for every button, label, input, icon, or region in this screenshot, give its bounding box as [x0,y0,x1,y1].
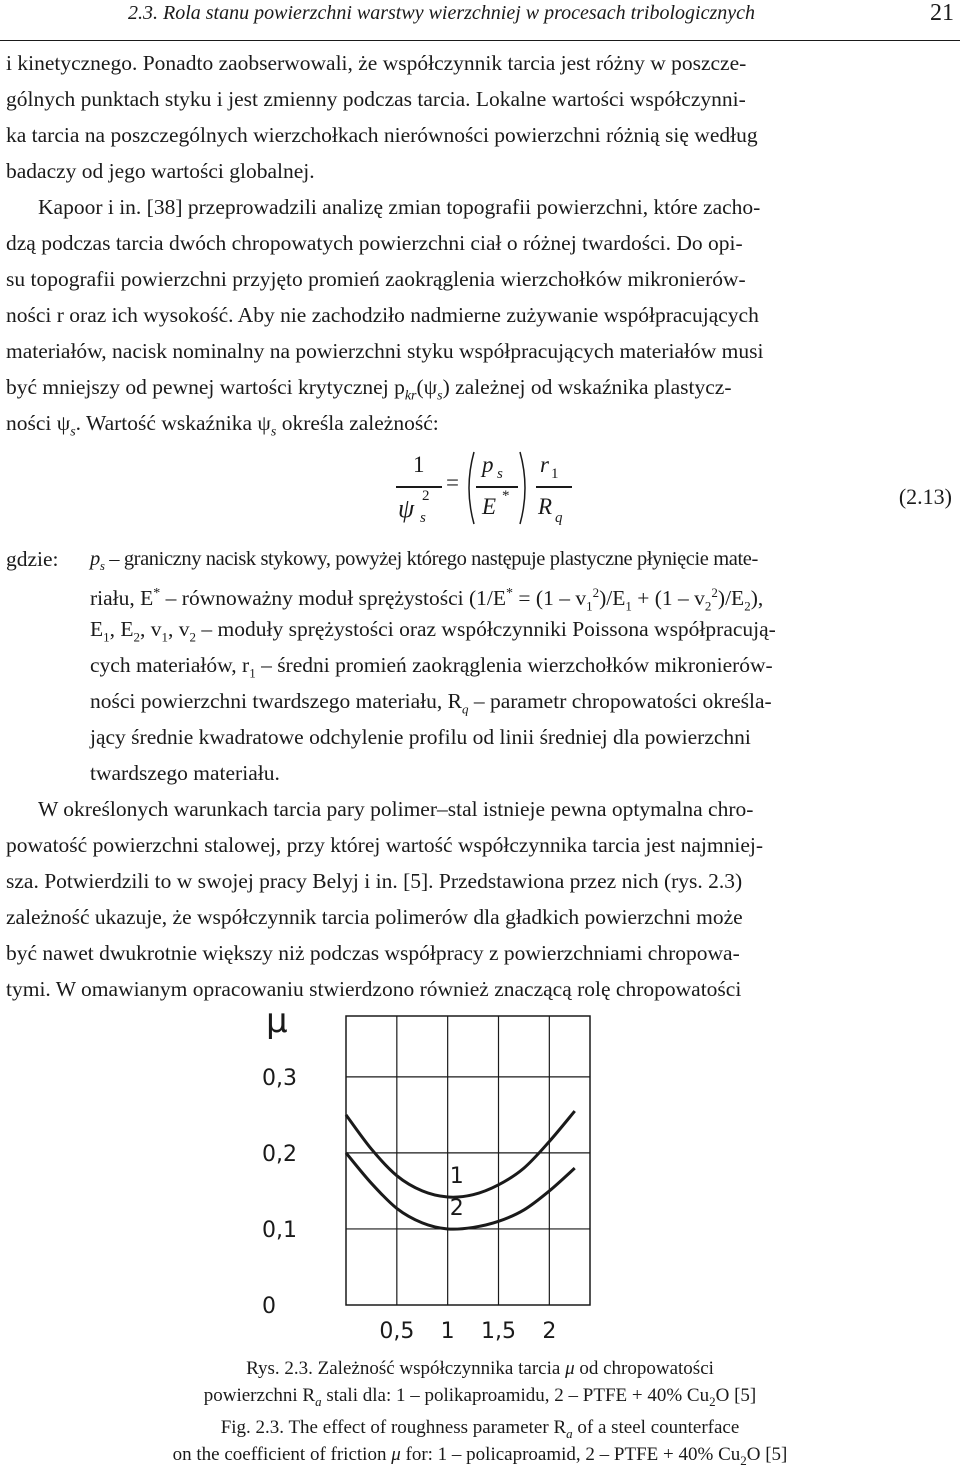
subscript: 1 [161,629,169,645]
y-tick-label: 0,2 [262,1141,297,1167]
body-line: zależność ukazuje, że współczynnik tarcia polimerów dla gładkich powierzchni może [6,905,743,929]
body-line: być nawet dwukrotnie większy niż podczas współpracy z powierzchniami chropowa- [6,941,740,965]
text-run: – moduły sprężystości oraz współczynniki Poissona współpracują- [196,617,776,641]
body-line: i kinetycznego. Ponadto zaobserwowali, że współczynnik tarcia jest różny w poszcze- [6,51,747,75]
subscript: 2 [740,1452,747,1468]
body-line: su topografii powierzchni przyjęto promień zaokrąglenia wierzchołków mikronierów- [6,267,746,291]
subscript: s [437,388,443,404]
y-tick-label: 0 [262,1294,276,1319]
body-line: badaczy od jego wartości globalnej. [6,159,315,183]
text-run: ) zależnej od wskaźnika plastycz- [442,375,732,399]
text-run: od chropowatości [574,1358,714,1379]
y-tick-label: 0,1 [262,1217,297,1243]
subscript: s [99,558,105,574]
subscript: s [70,424,76,440]
text-run: – graniczny nacisk stykowy, powyżej którego następuje plastyczne płynięcie mate- [104,548,758,570]
body-line: ka tarcia na poszczególnych wierzchołkach nierówności powierzchni różnią się według [6,123,758,147]
caption-pl-line1 [0,1357,960,1381]
text-run: , E [109,617,134,641]
text-run: cych materiałów, r [90,653,250,677]
text-run: (ψ [416,375,438,399]
page-number: 21 [930,0,954,26]
formula-frac1-den-sup: * [502,488,510,504]
superscript: * [153,586,161,601]
caption-pl-line2 [0,1384,960,1414]
formula-equals: = [446,470,459,495]
text-run: , v [168,617,190,641]
superscript: 2 [711,585,718,600]
text-run: . Wartość wskaźnika ψ [75,411,271,435]
subscript: 2 [704,598,712,614]
subscript: 1 [249,665,256,681]
subscript: kr [404,388,417,404]
symbol: p [90,548,100,570]
body-line: materiałów, nacisk nominalny na powierzchni styku współpracujących materiałów musi [6,339,764,363]
formula-frac2-den-sub: q [555,510,563,526]
chart-labels [262,1001,556,1344]
text-run: Fig. 2.3. The effect of roughness parameter R [220,1417,567,1438]
running-title: 2.3. Rola stanu powierzchni warstwy wierzchniej w procesach tribologicznych [128,2,755,24]
definitions-lead: gdzie: [6,547,59,571]
subscript: 1 [103,629,110,645]
text-run: – parametr chropowatości określa- [468,689,772,713]
formula-frac2-den: R [538,494,553,519]
body-line: powatość powierzchni stalowej, przy której wartość współczynnika tarcia jest najmniej- [6,833,764,857]
text-run: = (1 – v [513,586,587,611]
equation-number: (2.13) [898,484,952,509]
text-run: ), [750,586,764,611]
subscript: 2 [133,629,141,645]
text-run: ności powierzchni twardszego materiału, R [90,689,462,713]
subscript: a [566,1425,573,1441]
y-axis-label: μ [266,1001,288,1041]
formula-frac1-num: p [482,452,494,477]
formula-lhs-denominator: ψ [398,494,415,523]
body-line: sza. Potwierdzili to w swojej pracy Belyj i in. [5]. Przedstawiona przez nich (rys. 2.3) [6,869,743,893]
subscript: s [270,424,277,440]
text-run: E [90,617,104,641]
body-line: gólnych punktach styku i jest zmienny podczas tarcia. Lokalne wartości współczynni- [6,87,746,111]
definition-line: twardszego materiału. [90,761,280,785]
formula-lhs-numerator: 1 [413,452,425,477]
text-run: Rys. 2.3. Zależność współczynnika tarcia [246,1358,566,1379]
definition-line: jący średnie kwadratowe odchylenie profilu od linii średniej dla powierzchni [90,725,751,749]
subscript: 2 [709,1393,716,1409]
body-line: tymi. W omawianym opracowaniu stwierdzono również znaczącą rolę chropowatości [6,977,742,1001]
subscript: 2 [189,629,197,645]
text-run: , v [140,617,162,641]
text-run: – równoważny moduł sprężystości (1/E [160,586,507,611]
body-line: dzą podczas tarcia dwóch chropowatych powierzchni ciał o różnej twardości. Do opi- [6,231,743,255]
formula-frac2-num-sub: 1 [551,466,559,482]
text-run: of a steel counterface [572,1417,740,1438]
text-run: O [5] [715,1385,757,1406]
text-run: riału, E [90,586,154,611]
series-label-2: 2 [449,1195,464,1221]
formula-lhs-den-sup: 2 [422,488,430,504]
superscript: * [506,586,514,601]
series-label-1: 1 [449,1164,464,1190]
formula-lhs-den-sub: s [420,510,426,526]
caption-en-line2 [0,1443,960,1473]
subscript: 1 [586,598,593,614]
symbol: μ [391,1444,401,1465]
text-run: )/E [599,586,626,611]
formula-frac1-num-sub: s [497,466,503,482]
text-run: )/E [717,586,745,611]
subscript: 1 [625,598,632,614]
subscript: 2 [744,598,751,614]
text-run: ności ψ [6,411,71,435]
x-tick-label: 2 [542,1319,557,1344]
x-tick-label: 1 [440,1319,455,1344]
text-run: + (1 – v [631,586,705,611]
text-run: – średni promień zaokrąglenia wierzchołków mikronierów- [255,653,773,677]
superscript: 2 [592,585,600,600]
formula-frac1-den: E [482,494,497,519]
body-line: ności r oraz ich wysokość. Aby nie zachodziło nadmierne zużywanie współpracujących [6,303,759,327]
body-line: W określonych warunkach tarcia pary polimer–stal istnieje pewna optymalna chro- [38,797,754,821]
x-tick-label: 0,5 [379,1319,415,1344]
text-run: powierzchni R [203,1385,316,1406]
symbol: μ [565,1358,575,1379]
text-run: O [5] [746,1444,788,1465]
formula-frac2-num: r [540,452,549,477]
text-run: określa zależność: [276,411,439,435]
subscript: q [461,701,469,717]
y-tick-label: 0,3 [262,1065,297,1091]
text-run: for: 1 – policaproamid, 2 – PTFE + 40% Cu [400,1444,741,1465]
text-run: stali dla: 1 – polikaproamidu, 2 – PTFE + 40% Cu [321,1385,710,1406]
x-tick-label: 1,5 [481,1319,516,1344]
caption-en-line1 [0,1416,960,1446]
text-run: on the coefficient of friction [172,1444,392,1465]
subscript: a [315,1393,322,1409]
text-run: być mniejszy od pewnej wartości krytycznej p [6,375,405,399]
body-line: Kapoor i in. [38] przeprowadzili analizę zmian topografii powierzchni, które zacho- [38,195,761,219]
